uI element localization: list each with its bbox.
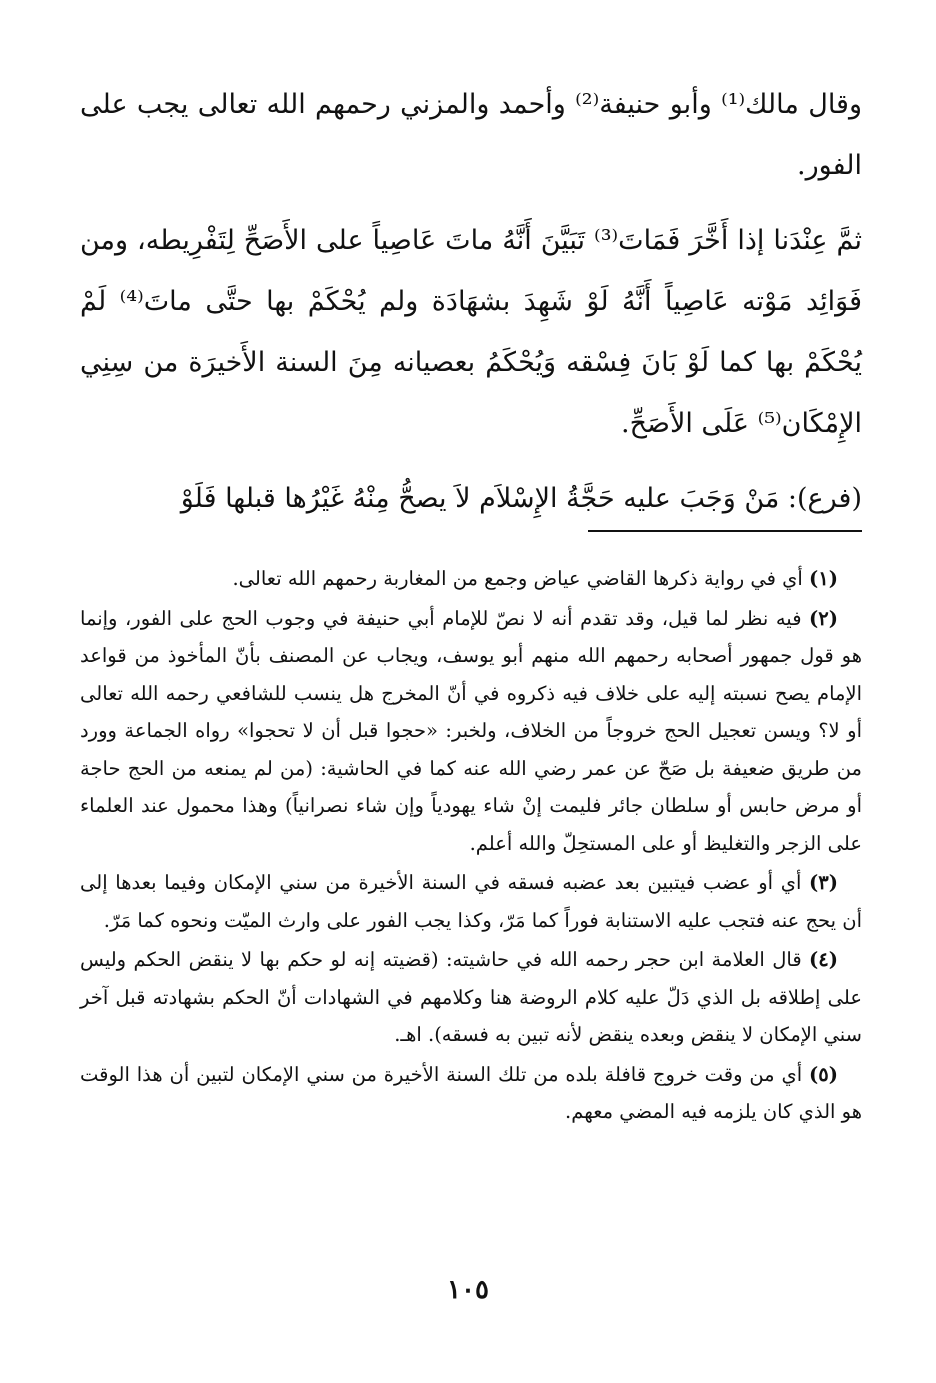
footnote-text: أي في رواية ذكرها القاضي عياض وجمع من المغاربة رحمهم الله تعالى.	[232, 567, 803, 590]
footnote-divider	[588, 530, 862, 532]
footnote-3	[80, 864, 862, 939]
footnote-4	[80, 941, 862, 1054]
footnote-2	[80, 600, 862, 863]
footnote-5	[80, 1056, 862, 1131]
main-text	[80, 74, 862, 529]
main-paragraph-2: ثمَّ عِنْدَنا إذا أَخَّرَ فَمَاتَ⁽³⁾ تَبَيَّنَ أَنَّهُ ماتَ عَاصِياً على الأَصَحِّ لِتَفْرِيطه، ومن فَوَائِد مَوْته عَاصِياً أَنَّهُ لَوْ شَهِدَ بشهَادَة ولم يُحْكَمْ بها حتَّى ماتَ⁽⁴⁾ لَمْ يُحْكَمْ بها كما لَوْ بَانَ فِسْقه وَيُحْكَمُ بعصيانه مِنَ السنة الأَخيرَة من سِنِي الإِمْكَان⁽⁵⁾ عَلَى الأَصَحِّ.	[80, 225, 862, 439]
footnote-marker: (٢)	[809, 606, 838, 630]
main-paragraph-3: (فرع): مَنْ وَجَبَ عليه حَجَّةُ الإِسْلاَم لاَ يصحُّ مِنْهُ غَيْرُها قبلها فَلَوْ	[180, 483, 862, 514]
footnote-text: أي أو عضب فيتبين بعد عضبه فسقه في السنة الأخيرة من سني الإمكان وفيما بعدها إلى أن يحج عنه فتجب عليه الاستنابة فوراً كما مَرّ، وكذا يجب الفور على وارث الميّت ونحوه كما مَرّ.	[80, 871, 862, 932]
footnote-marker: (٣)	[809, 871, 838, 894]
footnote-marker: (٥)	[809, 1062, 838, 1086]
footnote-marker: (١)	[809, 567, 838, 590]
footnotes	[80, 560, 862, 1133]
footnote-1	[80, 560, 862, 598]
main-paragraph-1: وقال مالك⁽¹⁾ وأبو حنيفة⁽²⁾ وأحمد والمزني رحمهم الله تعالى يجب على الفور.	[80, 89, 862, 181]
page-number: ١٠٥	[447, 1275, 489, 1305]
footnote-text: فيه نظر لما قيل، وقد تقدم أنه لا نصّ للإمام أبي حنيفة في وجوب الحج على الفور، وإنما هو قول جمهور أصحابه رحمهم الله منهم أبو يوسف، ويجاب عن المصنف بأنّ المأخوذ من قواعد الإمام يصح نسبته إليه على خلاف فيه ذكروه في أنّ المخرج هل ينسب للشافعي رحمه الله تعالى أو لا؟ ويسن تعجيل الحج خروجاً من الخلاف، ولخبر: «حجوا قبل أن لا تحجوا» رواه الجماعة وورد من طريق ضعيفة بل صَحّ عن عمر رضي الله عنه كما في الحاشية: (من لم يمنعه من الحج حاجة أو مرض حابس أو سلطان جائر فليمت إنْ شاء يهودياً وإن شاء نصرانياً) وهذا محمول عند العلماء على الزجر والتغليظ أو على المستحِلّ والله أعلم.	[80, 606, 862, 855]
footnote-text: أي من وقت خروج قافلة بلده من تلك السنة الأخيرة من سني الإمكان لتبين أن هذا الوقت هو الذي كان يلزمه فيه المضي معهم.	[80, 1062, 862, 1123]
footnote-marker: (٤)	[809, 948, 838, 971]
footnote-text: قال العلامة ابن حجر رحمه الله في حاشيته: (قضيته إنه لو حكم بها لا ينقض الحكم وليس على إطلاقه بل الذي دَلّ عليه كلام الروضة هنا وكلامهم في الشهادات أنّ الحكم بشهادته قبل آخر سني الإمكان لا ينقض وبعده ينقض لأنه تبين به فسقه). اهـ.	[80, 948, 862, 1046]
